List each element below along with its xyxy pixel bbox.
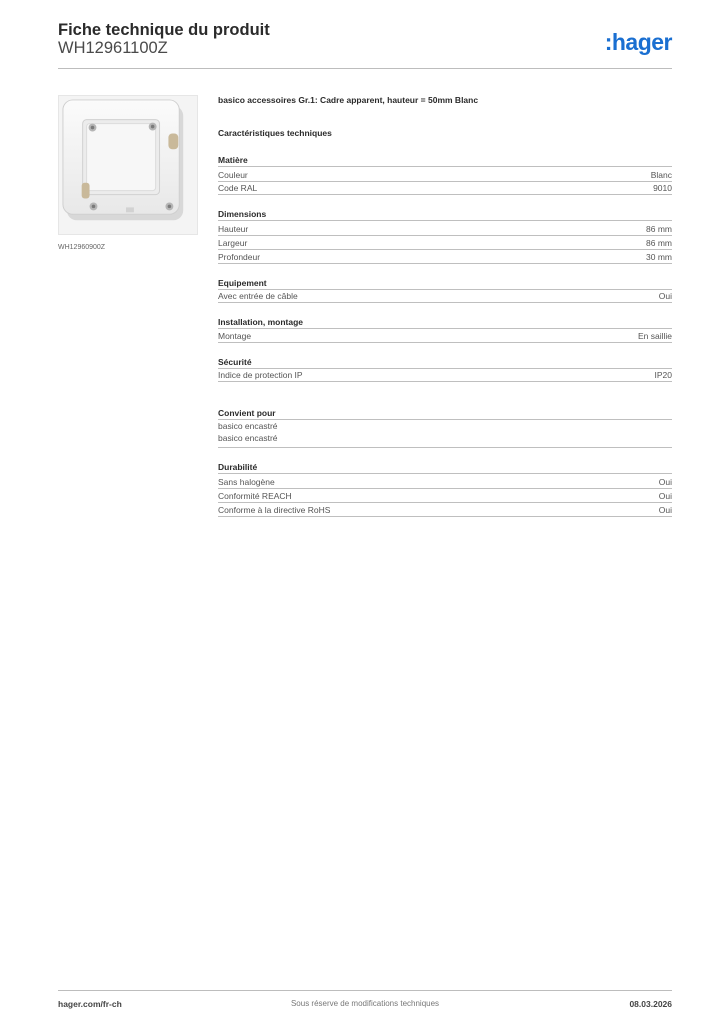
section-title: Equipement xyxy=(218,277,267,288)
spec-row xyxy=(218,181,672,196)
spec-value: Oui xyxy=(658,476,672,487)
spec-row xyxy=(218,328,672,343)
spec-row xyxy=(218,502,672,517)
product-reference: WH12961100Z xyxy=(58,39,168,57)
list-item: basico encastré xyxy=(218,421,278,431)
spec-label: Indice de protection IP xyxy=(218,370,303,380)
spec-row xyxy=(218,473,672,488)
section-material xyxy=(218,155,672,195)
spec-label: Couleur xyxy=(218,169,248,180)
spec-value: Blanc xyxy=(650,169,672,180)
specs-heading: Caractéristiques techniques xyxy=(218,128,332,138)
page-footer xyxy=(58,990,672,1014)
section-title: Matière xyxy=(218,155,248,165)
section-title: Installation, montage xyxy=(218,317,304,327)
spec-label: Largeur xyxy=(218,238,248,248)
hager-logo: :hager xyxy=(604,29,672,55)
product-image xyxy=(58,95,198,235)
spec-row xyxy=(218,289,672,304)
spec-label: Conformité REACH xyxy=(218,491,292,501)
spec-label: Profondeur xyxy=(218,251,261,262)
document-title: Fiche technique du produit xyxy=(58,21,270,39)
image-caption: WH12960900Z xyxy=(58,244,106,251)
spec-row xyxy=(218,249,672,264)
spec-row xyxy=(218,235,672,250)
footer-date: 08.03.2026 xyxy=(629,999,672,1009)
section-compatible xyxy=(218,408,672,448)
spec-value: 86 mm xyxy=(646,223,672,234)
spec-value: 30 mm xyxy=(646,251,672,262)
section-dimensions xyxy=(218,209,672,264)
product-description: basico accessoires Gr.1: Cadre apparent, hauteur = 50mm Blanc xyxy=(218,95,479,105)
spec-value: 9010 xyxy=(653,183,672,193)
spec-value: Oui xyxy=(658,491,672,501)
section-title: Dimensions xyxy=(218,209,267,219)
spec-row xyxy=(218,220,672,235)
surface-frame-illustration xyxy=(59,96,197,234)
spec-row xyxy=(218,368,672,383)
section-title: Durabilité xyxy=(218,462,258,472)
spec-row xyxy=(218,166,672,181)
logo-text: hager xyxy=(611,29,672,55)
spec-value: Oui xyxy=(658,291,672,301)
spec-row xyxy=(218,488,672,503)
spec-value: 86 mm xyxy=(646,238,672,248)
footer-notice: Sous réserve de modifications techniques xyxy=(290,999,440,1008)
section-equipment xyxy=(218,278,672,304)
section-title: Sécurité xyxy=(218,356,252,367)
section-security xyxy=(218,357,672,383)
spec-label: Code RAL xyxy=(218,183,258,193)
spec-label: Montage xyxy=(218,330,252,341)
section-title: Convient pour xyxy=(218,408,276,418)
spec-value: IP20 xyxy=(654,370,672,380)
section-installation xyxy=(218,317,672,343)
footer-website-link[interactable]: hager.com/fr-ch xyxy=(58,999,122,1009)
list-item: basico encastré xyxy=(218,432,278,443)
page-header xyxy=(58,20,672,69)
spec-label: Conforme à la directive RoHS xyxy=(218,504,331,515)
compatible-list xyxy=(218,419,672,448)
spec-label: Sans halogène xyxy=(218,476,275,487)
spec-value: En saillie xyxy=(637,330,672,341)
spec-label: Hauteur xyxy=(218,223,249,234)
spec-value: Oui xyxy=(658,504,672,515)
technical-specs xyxy=(218,95,672,517)
spec-label: Avec entrée de câble xyxy=(218,291,298,301)
section-durability xyxy=(218,462,672,517)
